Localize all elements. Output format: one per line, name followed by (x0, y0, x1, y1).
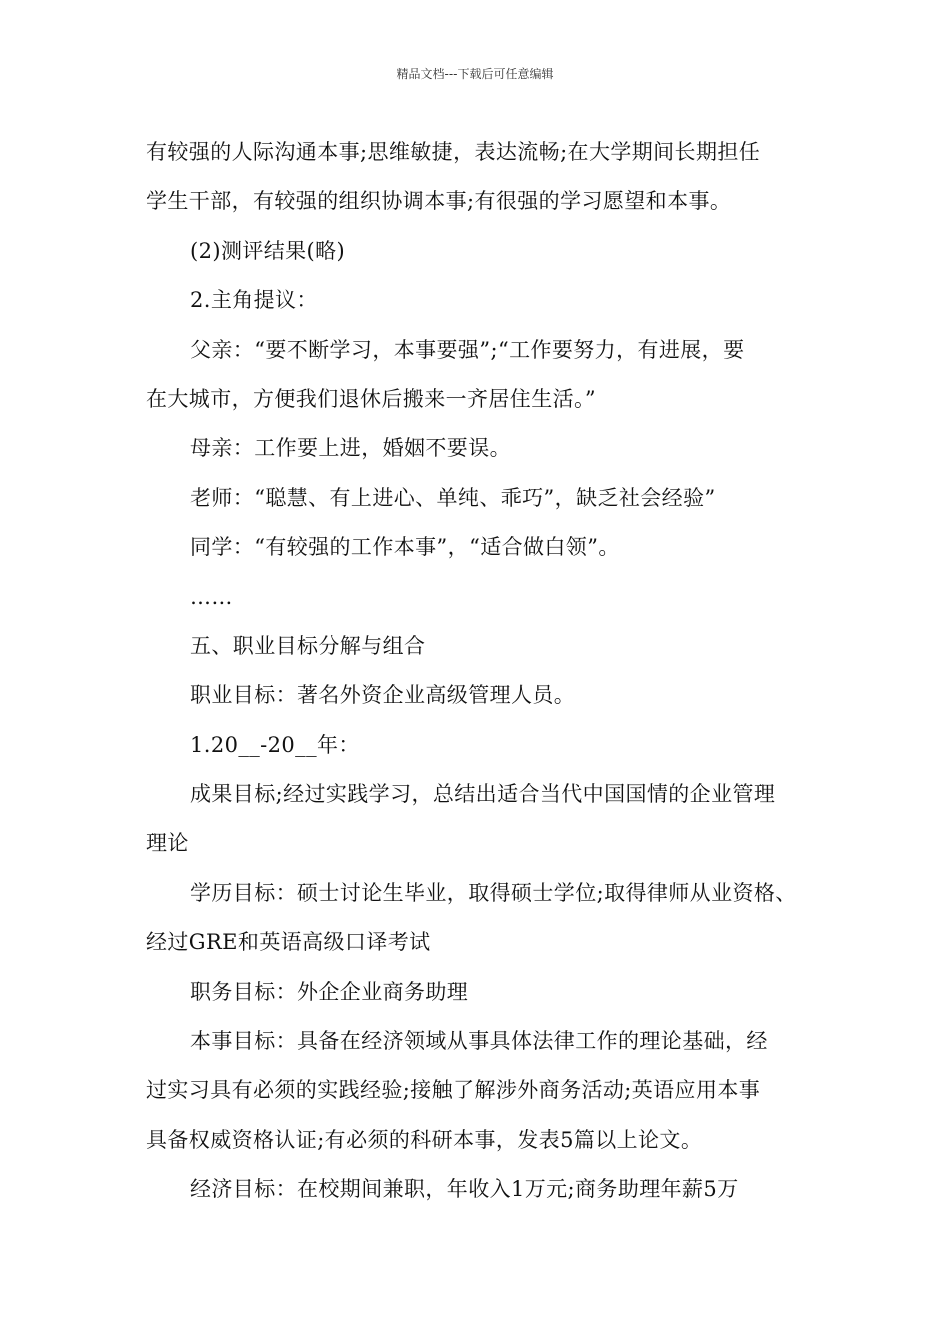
text-line-7: 母亲：工作要上进，婚姻不要误。 (190, 436, 511, 461)
text-line-22: 经济目标：在校期间兼职，年收入1万元;商务助理年薪5万 (190, 1177, 739, 1202)
text-line-8: 老师：“聪慧、有上进心、单纯、乖巧”，缺乏社会经验” (190, 485, 716, 510)
text-line-18: 职务目标：外企企业商务助理 (190, 979, 469, 1004)
text-line-20: 过实习具有必须的实践经验;接触了解涉外商务活动;英语应用本事 (146, 1078, 761, 1103)
page-header: 精品文档---下载后可任意编辑 (396, 67, 554, 81)
text-line-2: 学生干部，有较强的组织协调本事;有很强的学习愿望和本事。 (146, 189, 732, 214)
text-line-21: 具备权威资格认证;有必须的科研本事，发表5篇以上论文。 (146, 1127, 703, 1152)
text-line-4: 2.主角提议： (190, 288, 318, 313)
text-line-17: 经过GRE和英语高级口译考试 (146, 930, 431, 955)
text-line-9: 同学：“有较强的工作本事”，“适合做白领”。 (190, 535, 620, 560)
text-line-14: 成果目标;经过实践学习，总结出适合当代中国国情的企业管理 (190, 782, 776, 807)
text-line-10: …… (190, 584, 233, 609)
text-line-15: 理论 (146, 831, 189, 856)
section-heading: 五、职业目标分解与组合 (190, 633, 426, 658)
text-line-5: 父亲：“要不断学习，本事要强”;“工作要努力，有进展，要 (190, 337, 745, 362)
document-body (146, 128, 816, 1215)
text-line-1: 有较强的人际沟通本事;思维敏捷，表达流畅;在大学期间长期担任 (146, 140, 761, 164)
text-line-16: 学历目标：硕士讨论生毕业，取得硕士学位;取得律师从业资格、 (190, 880, 797, 905)
text-line-19: 本事目标：具备在经济领域从事具体法律工作的理论基础，经 (190, 1029, 768, 1054)
text-line-13: 1.20__-20__年： (190, 732, 360, 757)
text-line-12: 职业目标：著名外资企业高级管理人员。 (190, 683, 576, 708)
text-line-3: (2)测评结果(略) (190, 238, 346, 263)
text-line-6: 在大城市，方便我们退休后搬来一齐居住生活。” (146, 386, 597, 411)
